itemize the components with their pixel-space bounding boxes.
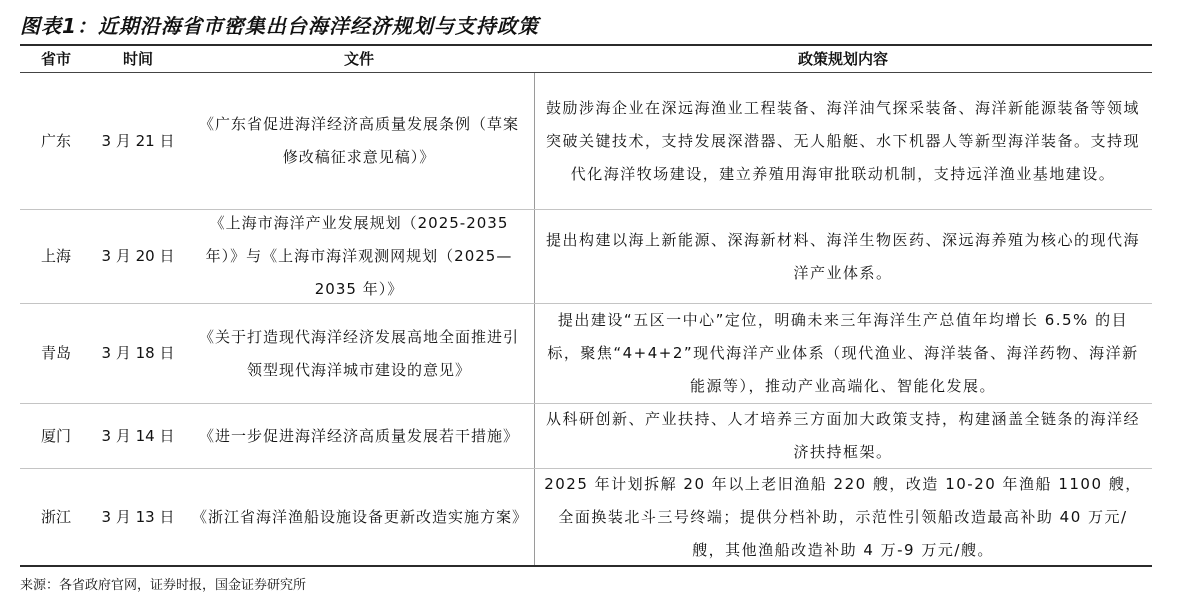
- table-row-cell-date: 3 月 21 日: [101, 131, 175, 150]
- table-row-cell-province: 广东: [40, 131, 71, 150]
- table-row-cell-policy: 提出建设“五区一中心”定位，明确未来三年海洋生产总值年均增长 6.5% 的目标，聚焦“4+4+2”现代海洋产业体系（现代渔业、海洋装备、海洋药物、海洋新能源等），推动产业高端化、智能化发展。: [547, 311, 1139, 395]
- header-date: 时间: [122, 50, 153, 68]
- table-row-cell-province: 浙江: [40, 507, 71, 526]
- table-bottom-rule: [20, 565, 1152, 567]
- table-row-cell-document: 《广东省促进海洋经济高质量发展条例（草案修改稿征求意见稿）》: [198, 115, 519, 166]
- table-row-cell-document: 《关于打造现代海洋经济发展高地全面推进引领型现代海洋城市建设的意见》: [198, 327, 519, 379]
- source-note: 来源：各省政府官网，证券时报，国金证券研究所: [20, 578, 307, 593]
- table-row-cell-document: 《浙江省海洋渔船设施设备更新改造实施方案》: [192, 507, 529, 526]
- table-row-cell-date: 3 月 20 日: [101, 247, 175, 265]
- table-row-cell-province: 厦门: [40, 426, 71, 445]
- table-row-cell-policy: 从科研创新、产业扶持、人才培养三方面加大政策支持，构建涵盖全链条的海洋经济扶持框架。: [545, 410, 1140, 461]
- header-document: 文件: [343, 50, 374, 68]
- table-row-cell-date: 3 月 18 日: [101, 344, 175, 362]
- figure-title: 图表1：近期沿海省市密集出台海洋经济规划与支持政策: [20, 14, 539, 38]
- header-policy: 政策规划内容: [797, 50, 888, 68]
- table-row-cell-policy: 鼓励涉海企业在深远海渔业工程装备、海洋油气探采装备、海洋新能源装备等领域突破关键技术，支持发展深潜器、无人船艇、水下机器人等新型海洋装备。支持现代化海洋牧场建设，建立养殖用海审批联动机制，支持远洋渔业基地建设。: [545, 98, 1140, 183]
- header-province: 省市: [40, 50, 71, 68]
- table-row-cell-policy: 2025 年计划拆解 20 年以上老旧渔船 220 艘，改造 10-20 年渔船 1100 艘，全面换装北斗三号终端；提供分档补助，示范性引领船改造最高补助 40 万元/艘，其他渔船改造补助 4 万-9 万元/艘。: [544, 474, 1142, 559]
- table-row-cell-document: 《进一步促进海洋经济高质量发展若干措施》: [198, 426, 519, 445]
- table-row-cell-date: 3 月 13 日: [101, 507, 175, 526]
- table-row-cell-date: 3 月 14 日: [101, 426, 175, 445]
- table-row-cell-policy: 提出构建以海上新能源、深海新材料、海洋生物医药、深远海养殖为核心的现代海洋产业体系。: [545, 230, 1140, 282]
- table-row-cell-document: 《上海市海洋产业发展规划（2025-2035 年）》与《上海市海洋观测网规划（2025—2035 年）》: [205, 214, 513, 298]
- table-row-cell-province: 青岛: [40, 344, 71, 362]
- table-row-cell-province: 上海: [40, 247, 71, 265]
